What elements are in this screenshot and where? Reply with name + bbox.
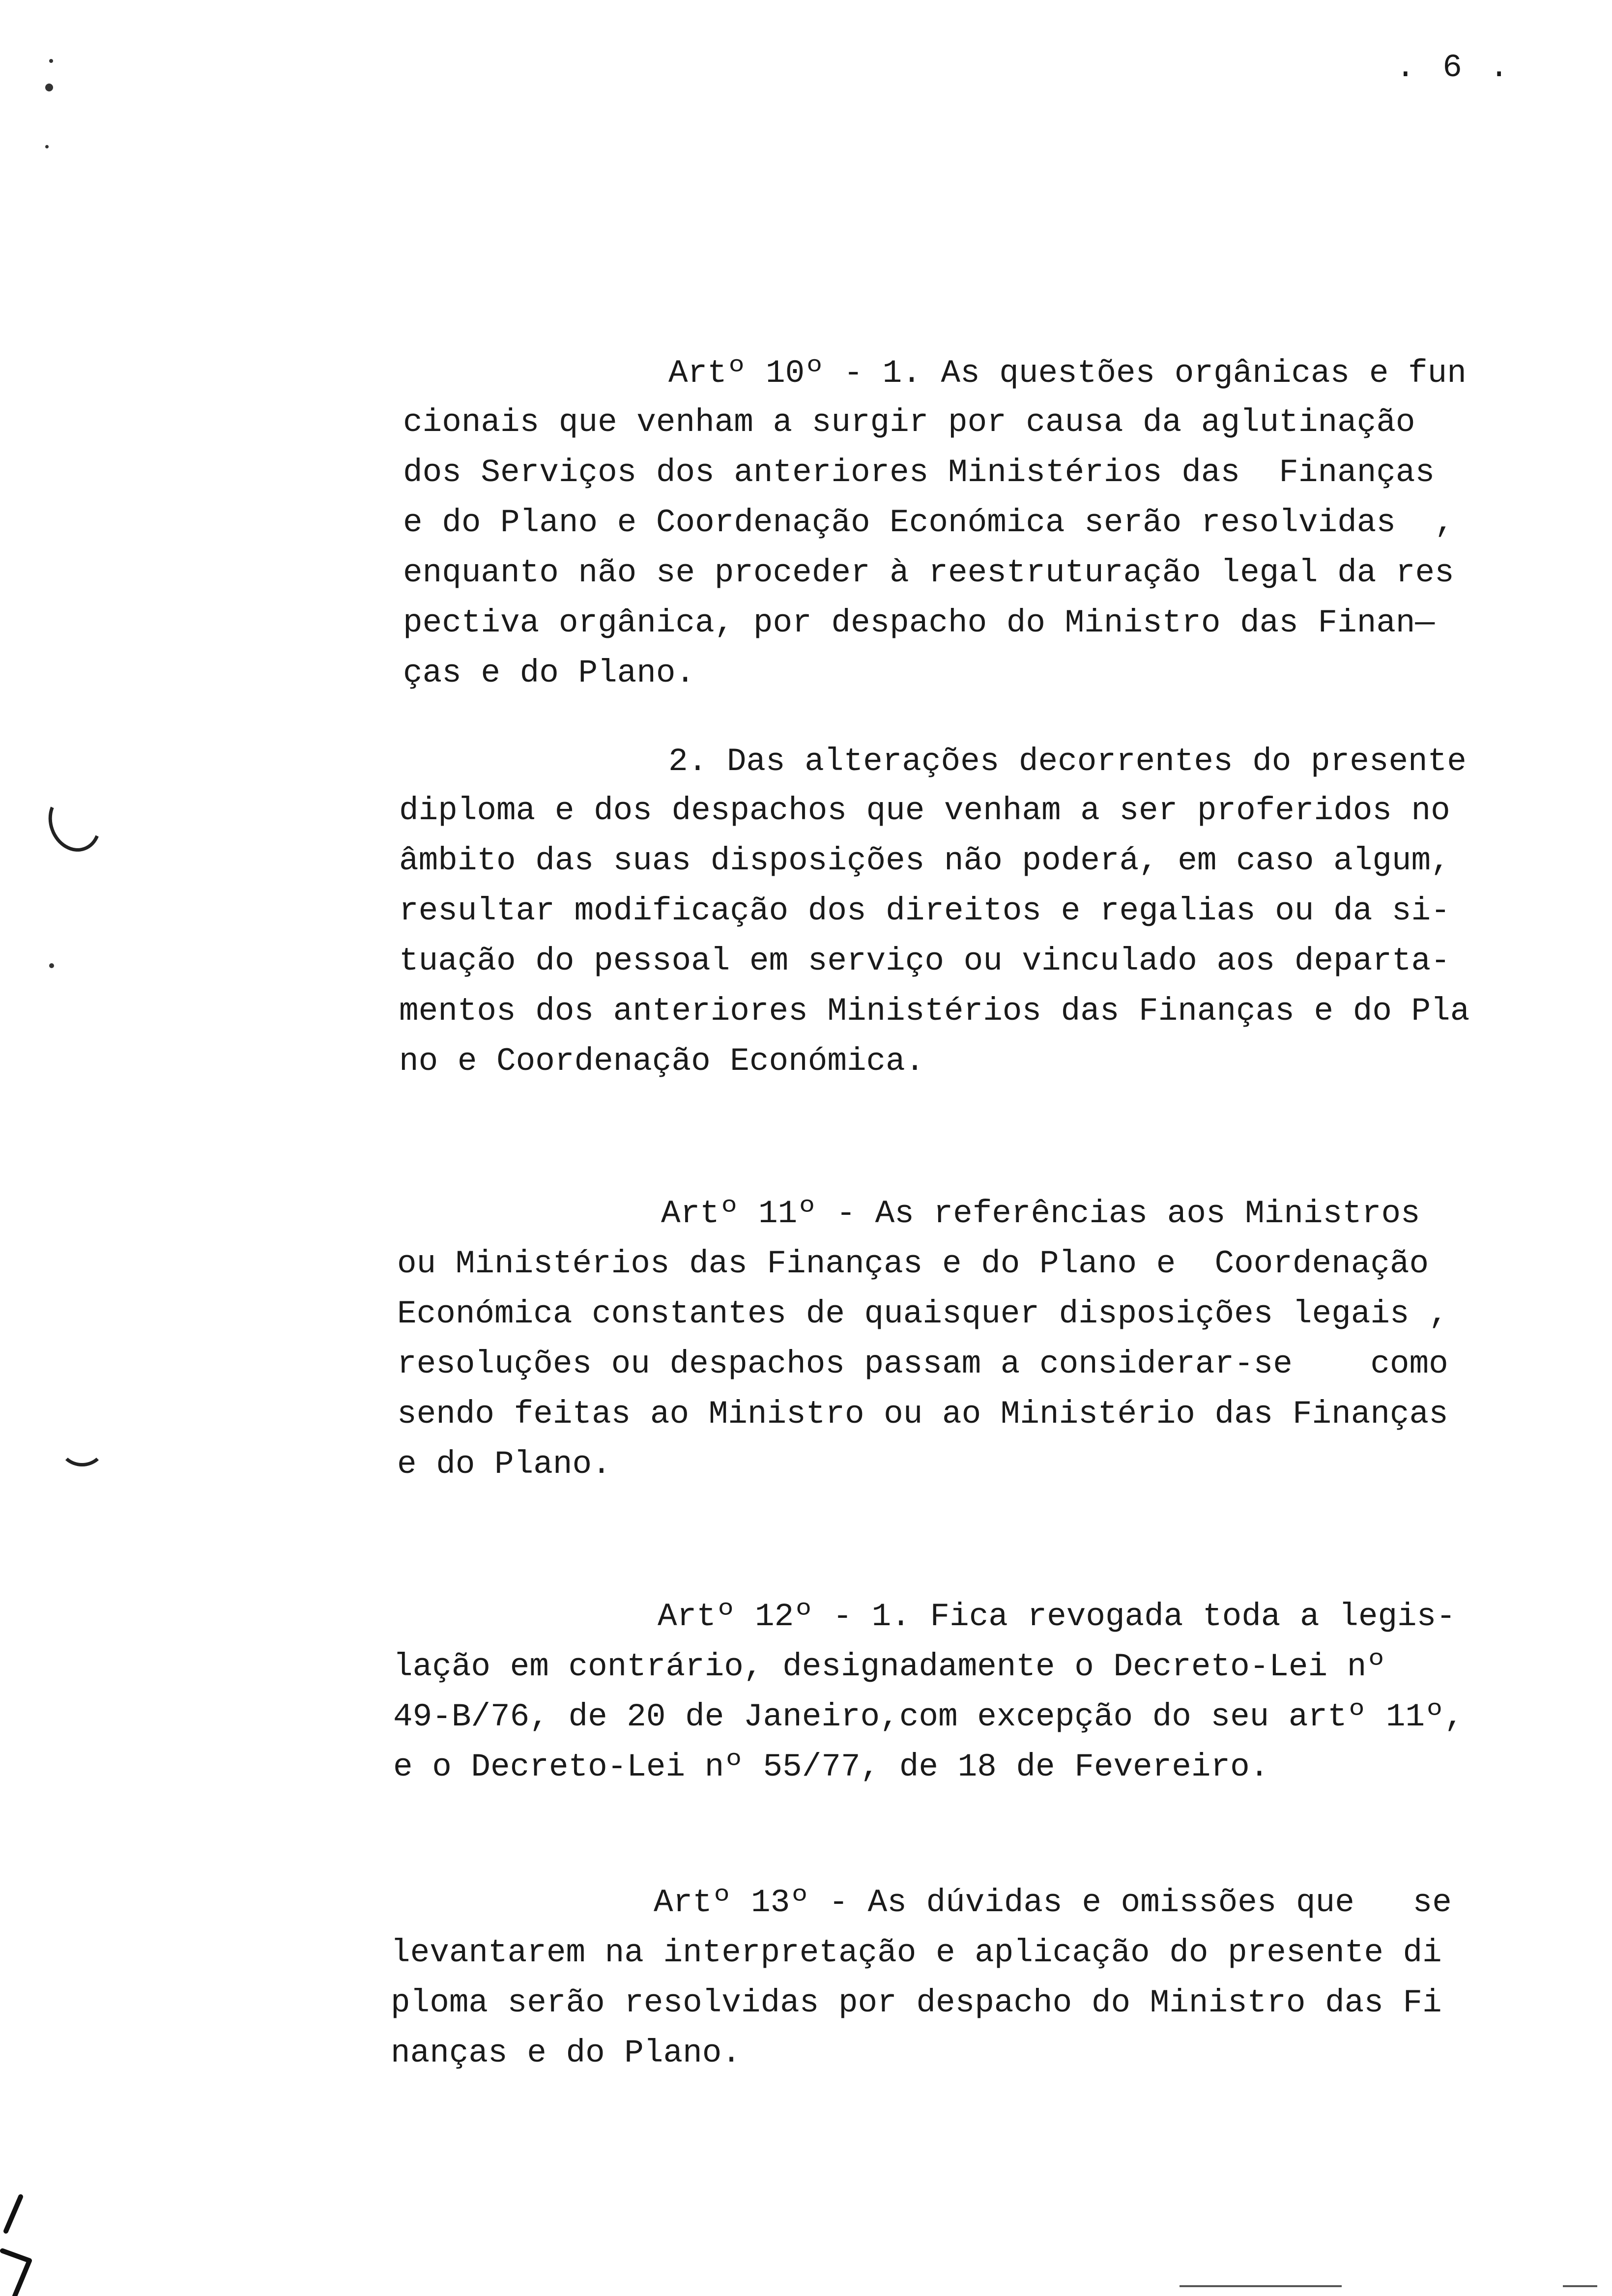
text-line: e do Plano e Coordenação Económica serão resolvidas , bbox=[403, 504, 1454, 541]
text-line: ou Ministérios das Finanças e do Plano e Coordenação bbox=[397, 1245, 1429, 1282]
text-line: Artº 11º - As referências aos Ministros bbox=[661, 1195, 1420, 1232]
scan-speck bbox=[49, 59, 53, 63]
text-line: 2. Das alterações decorrentes do presente bbox=[668, 743, 1467, 780]
text-line: Artº 10º - 1. As questões orgânicas e fun bbox=[668, 355, 1467, 392]
text-line: enquanto não se proceder à reestruturação legal da res bbox=[403, 554, 1454, 591]
text-line: Artº 12º - 1. Fica revogada toda a legis- bbox=[658, 1598, 1456, 1635]
text-line: pectiva orgânica, por despacho do Ministro das Finan— bbox=[403, 604, 1435, 641]
text-line: mentos dos anteriores Ministérios das Finanças e do Pla bbox=[399, 993, 1470, 1030]
text-line: cionais que venham a surgir por causa da aglutinação bbox=[403, 404, 1415, 441]
text-line: ças e do Plano. bbox=[403, 655, 695, 691]
text-line: no e Coordenação Económica. bbox=[399, 1043, 925, 1080]
bottom-rule bbox=[1180, 2285, 1342, 2287]
text-line: Económica constantes de quaisquer disposições legais , bbox=[397, 1295, 1448, 1332]
text-line: dos Serviços dos anteriores Ministérios das Finanças bbox=[403, 454, 1435, 491]
text-line: lação em contrário, designadamente o Decreto-Lei nº bbox=[393, 1648, 1386, 1685]
scan-speck bbox=[45, 84, 53, 91]
text-line: e do Plano. bbox=[397, 1446, 611, 1483]
bottom-rule bbox=[1563, 2285, 1597, 2287]
text-line: sendo feitas ao Ministro ou ao Ministério das Finanças bbox=[397, 1396, 1448, 1433]
text-line: ploma serão resolvidas por despacho do Ministro das Fi bbox=[391, 1984, 1442, 2021]
text-line: resultar modificação dos direitos e regalias ou da si- bbox=[399, 892, 1450, 929]
text-line: diploma e dos despachos que venham a ser proferidos no bbox=[399, 792, 1450, 829]
text-line: tuação do pessoal em serviço ou vinculado aos departa- bbox=[399, 943, 1450, 979]
scan-speck bbox=[45, 145, 49, 148]
text-line: e o Decreto-Lei nº 55/77, de 18 de Fevereiro. bbox=[393, 1749, 1269, 1785]
page-number: . 6 . bbox=[1396, 49, 1513, 86]
text-line: Artº 13º - As dúvidas e omissões que se bbox=[654, 1884, 1452, 1921]
text-line: âmbito das suas disposições não poderá, em caso algum, bbox=[399, 842, 1450, 879]
punch-hole-mark bbox=[59, 1425, 105, 1466]
handwritten-mark bbox=[0, 2187, 39, 2296]
punch-hole-mark bbox=[40, 784, 109, 859]
text-line: levantarem na interpretação e aplicação do presente di bbox=[391, 1934, 1442, 1971]
text-line: resoluções ou despachos passam a considerar-se como bbox=[397, 1346, 1448, 1382]
scan-speck bbox=[49, 963, 54, 968]
text-line: nanças e do Plano. bbox=[391, 2035, 741, 2071]
text-line: 49-B/76, de 20 de Janeiro,com excepção do seu artº 11º, bbox=[393, 1698, 1464, 1735]
